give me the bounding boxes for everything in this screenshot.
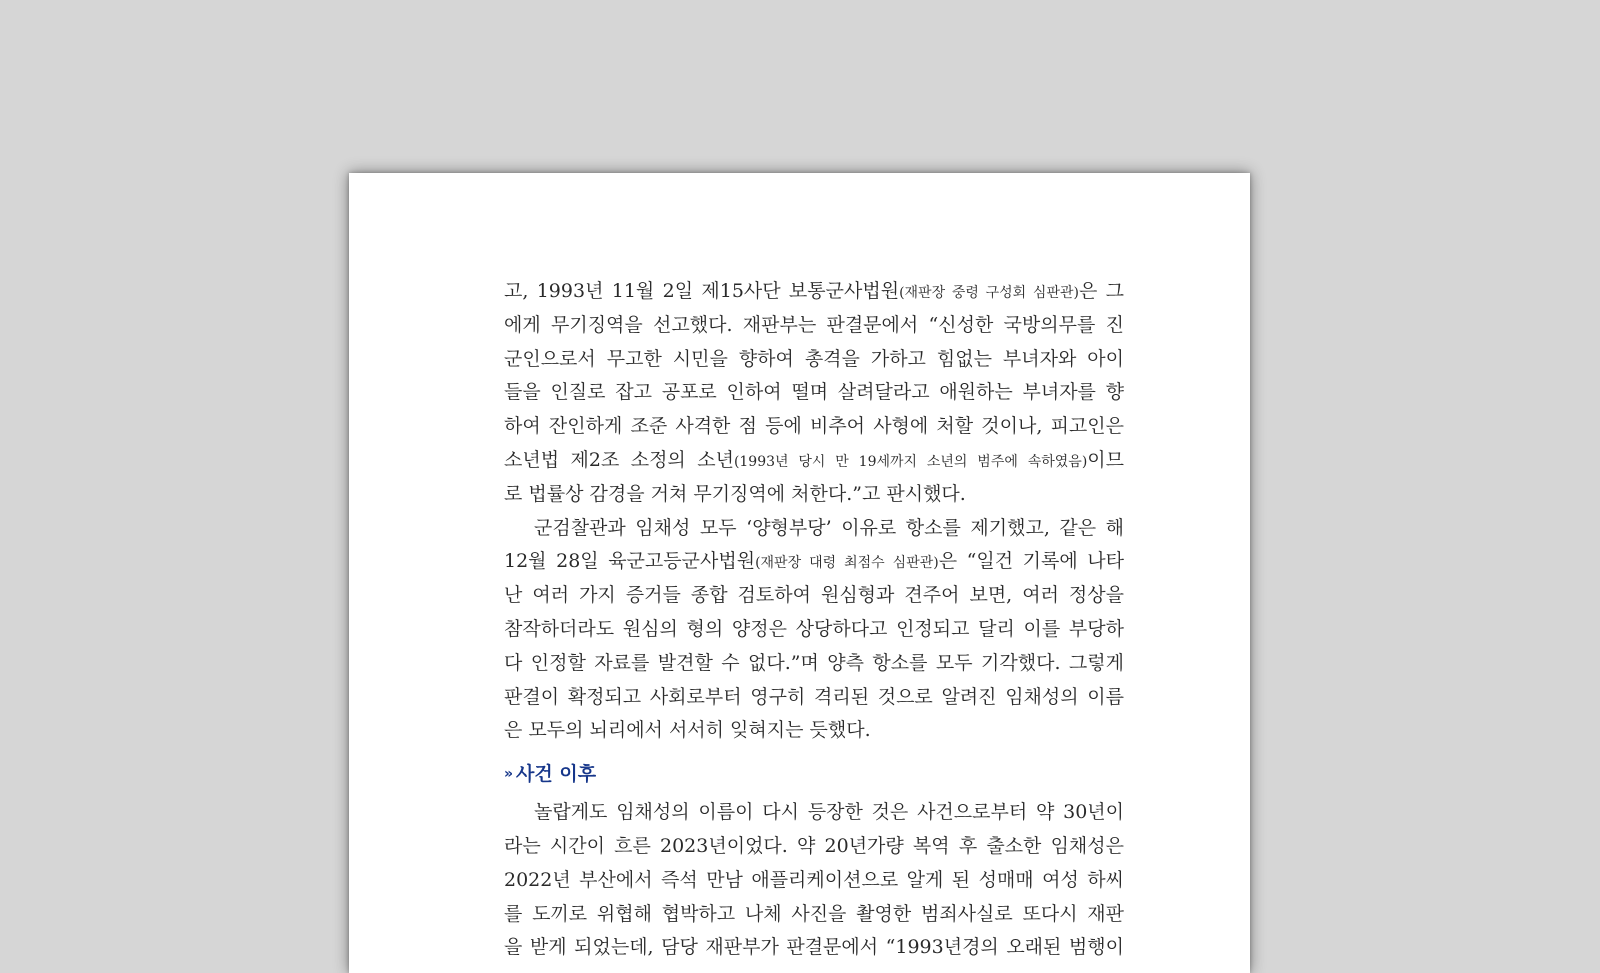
- page-content: [504, 275, 1124, 965]
- text-line: 하여 잔인하게 조준 사격한 점 등에 비추어 사형에 처할 것이나, 피고인은: [504, 415, 1124, 438]
- text-line: 고, 1993년 11월 2일 제15사단 보통군사법원(재판장 중령 구성회 심판관)은 그: [504, 280, 1124, 302]
- text-line: 를 도끼로 위협해 협박하고 나체 사진을 촬영한 범죄사실로 또다시 재판: [504, 902, 1124, 925]
- text-line: 다 인정할 자료를 발견할 수 없다.”며 양측 항소를 모두 기각했다. 그렇게: [504, 651, 1124, 674]
- text-line: 들을 인질로 잡고 공포로 인하여 떨며 살려달라고 애원하는 부녀자를 향: [504, 381, 1124, 404]
- text-line: 2022년 부산에서 즉석 만남 애플리케이션으로 알게 된 성매매 여성 하씨: [504, 868, 1124, 891]
- text-line: 판결이 확정되고 사회로부터 영구히 격리된 것으로 알려진 임채성의 이름: [504, 685, 1124, 708]
- text-line: 참작하더라도 원심의 형의 양정은 상당하다고 인정되고 달리 이를 부당하: [504, 617, 1124, 640]
- document-page: [349, 173, 1250, 973]
- text-line: 12월 28일 육군고등군사법원(재판장 대령 최점수 심판관)은 “일건 기록에 나타: [504, 550, 1124, 573]
- text-line: 은 모두의 뇌리에서 서서히 잊혀지는 듯했다.: [504, 719, 871, 742]
- text-line: 난 여러 가지 증거들 종합 검토하여 원심형과 견주어 보면, 여러 정상을: [504, 584, 1124, 607]
- text-line: 로 법률상 감경을 거쳐 무기징역에 처한다.”고 판시했다.: [504, 482, 966, 505]
- text-line: 라는 시간이 흐른 2023년이었다. 약 20년가량 복역 후 출소한 임채성은: [504, 834, 1124, 857]
- chevron-right-icon: »: [504, 766, 514, 783]
- section-title: 사건 이후: [516, 763, 597, 786]
- text-line: 놀랍게도 임채성의 이름이 다시 등장한 것은 사건으로부터 약 30년이: [534, 801, 1124, 824]
- text-line: 에게 무기징역을 선고했다. 재판부는 판결문에서 “신성한 국방의무를 진: [504, 313, 1124, 336]
- text-line: 군인으로서 무고한 시민을 향하여 총격을 가하고 힘없는 부녀자와 아이: [504, 347, 1124, 370]
- text-line: 소년법 제2조 소정의 소년(1993년 당시 만 19세까지 소년의 범주에 속하였음)이므: [504, 448, 1124, 471]
- paragraph-2: [504, 512, 1124, 749]
- section-heading: [504, 760, 1124, 790]
- text-line: 을 받게 되었는데, 담당 재판부가 판결문에서 “1993년경의 오래된 범행이: [504, 936, 1124, 959]
- text-line: 군검찰관과 임채성 모두 ‘양형부당’ 이유로 항소를 제기했고, 같은 해: [534, 516, 1124, 539]
- paragraph-3: [504, 796, 1124, 965]
- paragraph-1: [504, 275, 1124, 512]
